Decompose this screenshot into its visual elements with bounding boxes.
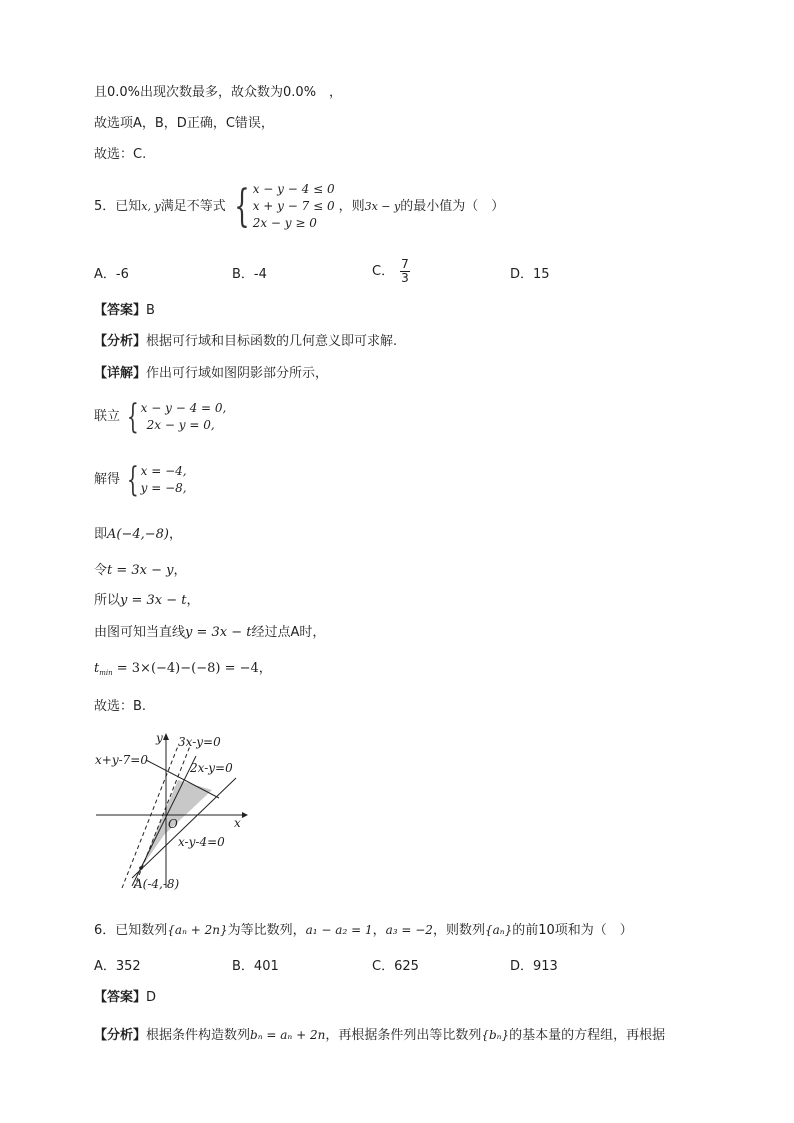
q5-tmin-sub: min <box>99 669 113 677</box>
q5-answer-tag: 【答案】 <box>94 303 147 318</box>
q6-option-b: B．401 <box>232 959 279 974</box>
q5-eq1: x − y − 4 = 0, <box>140 401 227 415</box>
text-line-options-correct: 故选项A，B，D正确，C错误， <box>94 116 274 131</box>
label-point-a: A(-4,-8) <box>134 877 180 891</box>
q6-option-a: A．352 <box>94 959 141 974</box>
q5-option-c <box>372 258 410 285</box>
q5-ineq1: x − y − 4 ≤ 0 <box>252 182 335 196</box>
q5-ineq3: 2x − y ≥ 0 <box>252 216 317 230</box>
q6-stem <box>94 921 633 940</box>
q5-stem <box>94 182 504 231</box>
q5-options <box>94 257 694 296</box>
q5-ling-label: 令 <box>94 563 108 578</box>
q6-seq1: {aₙ + 2n} <box>167 923 228 937</box>
q5-analysis-text: 根据可行域和目标函数的几何意义即可求解. <box>146 334 398 349</box>
q6-analysis-expr: bₙ = aₙ + 2n <box>250 1028 326 1042</box>
q5-eq2: 2x − y = 0, <box>146 418 215 432</box>
q5-tmin-expr: = 3×(−4)−(−8) = −4 <box>112 661 259 676</box>
label-y-axis: y <box>156 731 163 745</box>
q5-suoyi-end: ， <box>186 593 200 608</box>
label-x-minus-y-minus-4: x-y-4=0 <box>178 835 225 849</box>
label-3x-minus-y: 3x-y=0 <box>178 735 221 749</box>
q5-solution-brace: { <box>126 460 139 500</box>
q5-suoyi-label: 所以 <box>94 593 121 608</box>
q5-ji: 即 <box>94 527 108 542</box>
q6-cond1: a₁ − a₂ = 1 <box>305 923 373 937</box>
q5-analysis <box>94 333 397 351</box>
q6-comma1: ， <box>372 923 386 938</box>
q5-option-b: B．-4 <box>232 267 267 282</box>
q5-detail-text: 作出可行域如图阴影部分所示， <box>146 366 329 381</box>
q5-option-c-fraction <box>400 258 410 285</box>
q5-ling-end: ， <box>173 563 187 578</box>
q6-suffix: 的前10项和为（ ） <box>512 923 633 938</box>
q5-option-c-denominator: 3 <box>401 271 409 285</box>
q5-suffix-pre: ，则 <box>338 198 365 214</box>
q5-jiede <box>94 460 191 500</box>
point-a-marker <box>139 866 143 870</box>
q6-options <box>94 958 694 978</box>
q5-lianli-brace: { <box>126 397 139 437</box>
label-2x-minus-y: 2x-y=0 <box>190 761 233 775</box>
q5-jiede-label: 解得 <box>94 472 121 487</box>
q5-tmin-t: t <box>94 661 100 676</box>
q5-sol1: x = −4, <box>140 464 187 478</box>
q5-line-expr: y = 3x − t <box>185 625 252 640</box>
q5-option-c-label: C． <box>372 263 395 279</box>
q6-analysis-a: 根据条件构造数列 <box>146 1028 251 1043</box>
q5-lianli-label: 联立 <box>94 409 121 424</box>
q5-brace: { <box>234 180 250 232</box>
q5-prefix: 5．已知 <box>94 198 142 214</box>
q5-youtu <box>94 624 325 642</box>
q5-ling <box>94 562 187 580</box>
q5-option-d: D．15 <box>510 267 550 282</box>
q5-youtu-label: 由图可知当直线 <box>94 625 186 640</box>
q5-suffix: 的最小值为（ ） <box>400 198 505 214</box>
q6-answer-value: D <box>146 990 157 1005</box>
q5-y-expr: y = 3x − t <box>120 593 187 608</box>
q6-answer <box>94 989 156 1007</box>
q6-prefix: 6．已知数列 <box>94 923 168 938</box>
q5-youtu-end: 经过点A时， <box>251 625 326 640</box>
q6-mid2: ，则数列 <box>432 923 485 938</box>
q5-tmin-end: ， <box>258 661 272 676</box>
q6-analysis-b: ，再根据条件列出等比数列 <box>325 1028 482 1043</box>
q5-sol2: y = −8, <box>140 481 187 495</box>
q5-detail <box>94 365 328 383</box>
y-axis-arrow <box>163 733 169 740</box>
q5-analysis-tag: 【分析】 <box>94 334 147 349</box>
q6-analysis <box>94 1026 665 1045</box>
q5-final: 故选：B. <box>94 699 147 714</box>
q5-tmin <box>94 660 272 682</box>
q6-answer-tag: 【答案】 <box>94 990 147 1005</box>
q6-mid1: 为等比数列， <box>227 923 306 938</box>
x-axis-arrow <box>242 812 248 818</box>
q6-analysis-c: 的基本量的方程组，再根据 <box>509 1028 666 1043</box>
q6-option-c: C．625 <box>372 959 419 974</box>
q6-seq2: {aₙ} <box>484 923 513 937</box>
q6-option-d: D．913 <box>510 959 558 974</box>
q5-ineq2: x + y − 7 ≤ 0 <box>252 199 335 213</box>
q5-expr: 3x − y <box>364 199 401 213</box>
q5-solution-system <box>122 460 187 500</box>
q5-point-a-value: A(−4,−8) <box>107 527 170 542</box>
q5-option-c-numerator: 7 <box>401 257 409 271</box>
feasible-region-figure <box>94 728 254 896</box>
q5-answer <box>94 302 155 320</box>
q5-point-a <box>94 526 182 544</box>
q5-t-def: t = 3x − y <box>107 563 174 578</box>
text-line-mode: 且0.0%出现次数最多，故众数为0.0% ， <box>94 85 343 100</box>
q6-cond2: a₃ = −2 <box>385 923 433 937</box>
label-x-plus-y-minus-7: x+y-7=0 <box>95 753 148 767</box>
q5-lianli <box>94 397 230 437</box>
q5-option-a: A．-6 <box>94 267 129 282</box>
q5-detail-tag: 【详解】 <box>94 366 147 381</box>
q5-vars: x, y <box>141 199 161 213</box>
q5-lianli-system <box>122 397 227 437</box>
q5-inequality-system <box>228 182 335 231</box>
text-line-choose-c: 故选：C. <box>94 147 147 162</box>
q5-ji-end: ， <box>169 527 183 542</box>
q5-mid: 满足不等式 <box>160 198 226 214</box>
q5-suoyi <box>94 592 200 610</box>
q6-analysis-seq: {bₙ} <box>481 1028 510 1042</box>
label-origin: O <box>168 817 178 831</box>
q5-answer-value: B <box>146 303 155 318</box>
label-x-axis: x <box>234 816 241 830</box>
q6-analysis-tag: 【分析】 <box>94 1028 147 1043</box>
